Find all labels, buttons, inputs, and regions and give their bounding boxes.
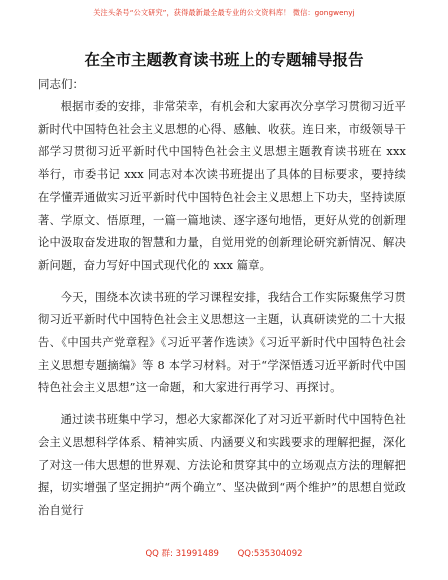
footer-qq-group: QQ 群: 31991489 bbox=[145, 549, 219, 559]
footer-contact bbox=[0, 547, 448, 559]
footer-qq: QQ:535304092 bbox=[237, 549, 303, 559]
salutation: 同志们： bbox=[38, 77, 84, 91]
document-title: 在全市主题教育读书班上的专题辅导报告 bbox=[84, 51, 364, 69]
document-body bbox=[38, 96, 406, 523]
paragraph-1: 根据市委的安排，非常荣幸，有机会和大家再次分享学习贯彻习近平新时代中国特色社会主义思想的心得、感触、收获。连日来，市级领导干部学习贯彻习近平新时代中国特色社会主义思想主题教育读书班在 xxx 举行，市委书记 xxx 同志对本次读书班提出了具体的目标要求，要持续在学懂弄通做实习近平新时代中国特色社会主义思想上下功夫，坚持读原著、学原文、悟原理，一篇一篇地读、逐字逐句地悟，更好从党的创新理论中汲取奋发进取的智慧和力量，自觉用党的创新理论研究新情况、解决新问题，奋力写好中国式现代化的 xxx 篇章。 bbox=[38, 100, 406, 272]
paragraph-2: 今天，围绕本次读书班的学习课程安排，我结合工作实际聚焦学习贯彻习近平新时代中国特色社会主义思想这一主题，认真研读党的二十大报告、《中国共产党章程》《习近平著作选读》《习近平新时代中国特色社会主义思想专题摘编》等 8 本学习材料。对于“学深悟透习近平新时代中国特色社会主义思想”这一命题，和大家进行再学习、再探讨。 bbox=[38, 290, 406, 395]
header-banner: 关注头条号“公文研究”，获得最新最全最专业的公文资料库！ 微信：gongwenyj bbox=[93, 8, 355, 17]
paragraph-3: 通过读书班集中学习，想必大家都深化了对习近平新时代中国特色社会主义思想科学体系、精神实质、内涵要义和实践要求的理解把握，深化了对这一伟大思想的世界观、方法论和贯穿其中的立场观点方法的理解把握，切实增强了坚定拥护“两个确立”、坚决做到“两个维护”的思想自觉政治自觉行 bbox=[38, 413, 406, 517]
